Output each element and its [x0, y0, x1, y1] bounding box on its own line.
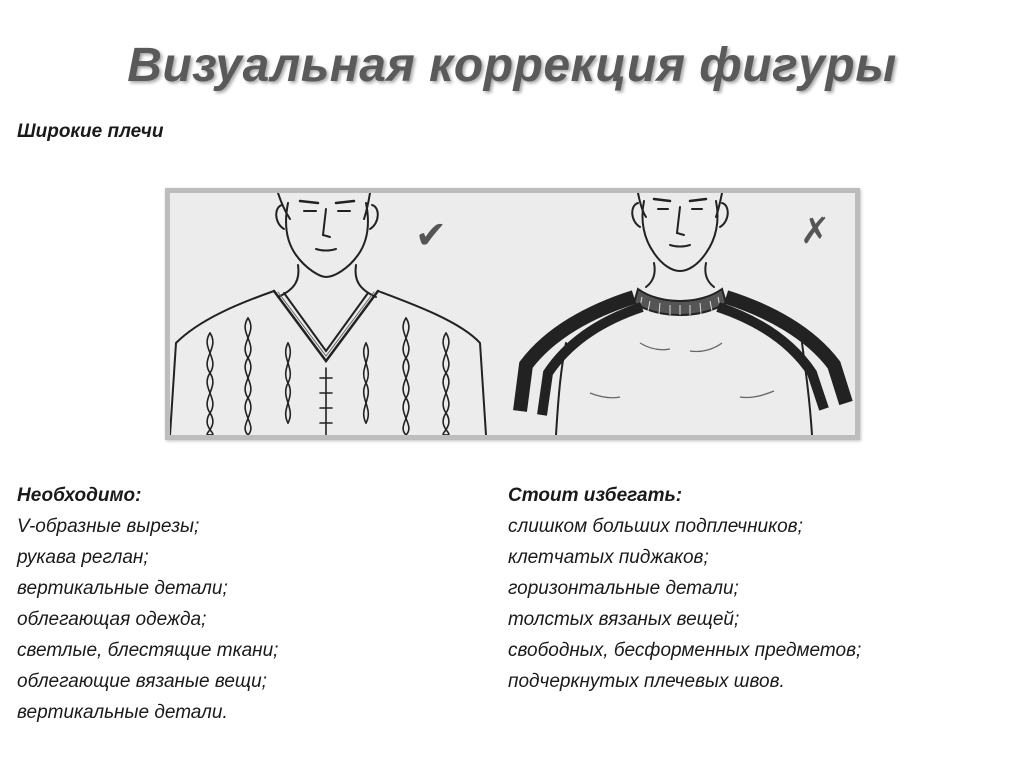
list-item: клетчатых пиджаков; [508, 547, 709, 568]
recommended-list [17, 480, 497, 728]
list-item: слишком больших подплечников; [508, 516, 803, 537]
recommended-heading: Необходимо: [17, 485, 142, 506]
list-item: подчеркнутых плечевых швов. [508, 671, 785, 692]
list-item: облегающая одежда; [17, 609, 207, 630]
list-item: толстых вязаных вещей; [508, 609, 740, 630]
list-item: горизонтальные детали; [508, 578, 739, 599]
list-item: светлые, блестящие ткани; [17, 640, 279, 661]
section-subtitle: Широкие плечи [17, 121, 164, 142]
list-item: свободных, бесформенных предметов; [508, 640, 862, 661]
check-mark-icon: ✔ [415, 213, 447, 257]
list-item: вертикальные детали. [17, 702, 228, 723]
page-title: Визуальная коррекция фигуры [127, 39, 897, 92]
avoid-heading: Стоит избегать: [508, 485, 683, 506]
avoid-list [508, 480, 988, 697]
list-item: V-образные вырезы; [17, 516, 200, 537]
cross-mark-icon: ✗ [800, 211, 831, 252]
list-item: облегающие вязаные вещи; [17, 671, 267, 692]
illustration-svg [170, 193, 855, 435]
list-item: рукава реглан; [17, 547, 149, 568]
crew-collar [634, 289, 726, 315]
list-item: вертикальные детали; [17, 578, 228, 599]
illustration-panel [165, 188, 860, 440]
sweater-folds [590, 343, 774, 398]
